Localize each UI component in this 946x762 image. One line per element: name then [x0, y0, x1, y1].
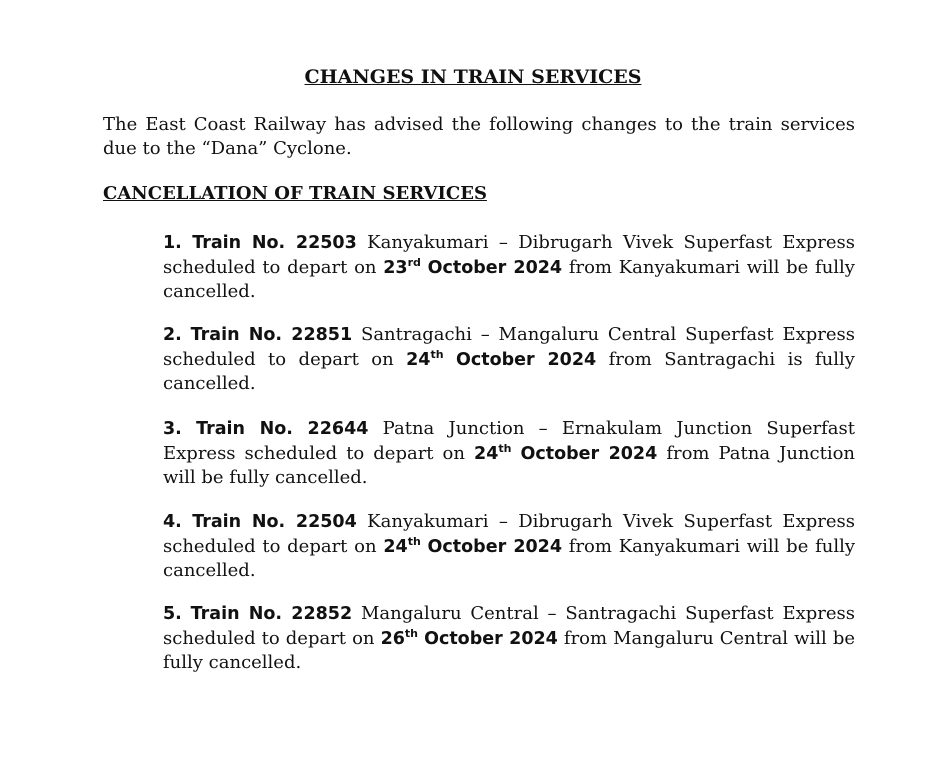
- train-number: Train No. 22644: [196, 419, 369, 439]
- date-suffix: th: [498, 441, 512, 455]
- list-item: [163, 417, 855, 490]
- train-route: Mangaluru Central – Santragachi Superfast Express scheduled to depart on: [163, 603, 855, 649]
- train-route: Kanyakumari – Dibrugarh Vivek Superfast Express scheduled to depart on: [163, 232, 855, 278]
- list-item: [163, 323, 855, 396]
- item-tail: from Santragachi is fully cancelled.: [163, 348, 855, 394]
- item-number: 3.: [163, 419, 182, 439]
- date-day: 23: [383, 257, 408, 278]
- train-number: Train No. 22503: [192, 233, 357, 253]
- item-tail: from Patna Junction will be fully cancelled.: [163, 442, 856, 488]
- date-suffix: rd: [407, 255, 421, 269]
- section-heading: CANCELLATION OF TRAIN SERVICES: [103, 183, 487, 204]
- date-suffix: th: [407, 534, 421, 548]
- item-number: 4.: [163, 512, 182, 532]
- train-number: Train No. 22504: [192, 512, 357, 532]
- train-number: Train No. 22851: [190, 325, 353, 345]
- date-rest: October 2024: [424, 628, 558, 649]
- date-rest: October 2024: [520, 443, 658, 464]
- item-tail: from Kanyakumari will be fully cancelled.: [163, 256, 855, 302]
- date-day: 24: [406, 349, 431, 370]
- date-rest: October 2024: [456, 349, 597, 370]
- list-item: [163, 602, 855, 675]
- list-item: [163, 231, 855, 304]
- item-number: 5.: [163, 604, 182, 624]
- date-rest: October 2024: [427, 536, 563, 557]
- date-suffix: th: [404, 626, 419, 640]
- date-rest: October 2024: [427, 257, 563, 278]
- train-route: Santragachi – Mangaluru Central Superfast Express scheduled to depart on: [163, 324, 855, 370]
- page-title: CHANGES IN TRAIN SERVICES: [304, 66, 642, 88]
- train-route: Patna Junction – Ernakulam Junction Superfast Express scheduled to depart on: [163, 418, 855, 464]
- item-tail: from Kanyakumari will be fully cancelled.: [163, 535, 856, 581]
- item-tail: from Mangaluru Central will be fully cancelled.: [163, 627, 855, 673]
- item-number: 1.: [163, 233, 182, 253]
- intro-paragraph: The East Coast Railway has advised the following changes to the train services due to the “Dana” Cyclone.: [103, 114, 855, 159]
- date-suffix: th: [430, 347, 444, 361]
- date-day: 26: [380, 628, 405, 649]
- item-number: 2.: [163, 325, 182, 345]
- date-day: 24: [474, 443, 499, 464]
- train-route: Kanyakumari – Dibrugarh Vivek Superfast Express scheduled to depart on: [163, 511, 855, 557]
- date-day: 24: [383, 536, 408, 557]
- list-item: [163, 510, 855, 583]
- train-number: Train No. 22852: [190, 604, 353, 624]
